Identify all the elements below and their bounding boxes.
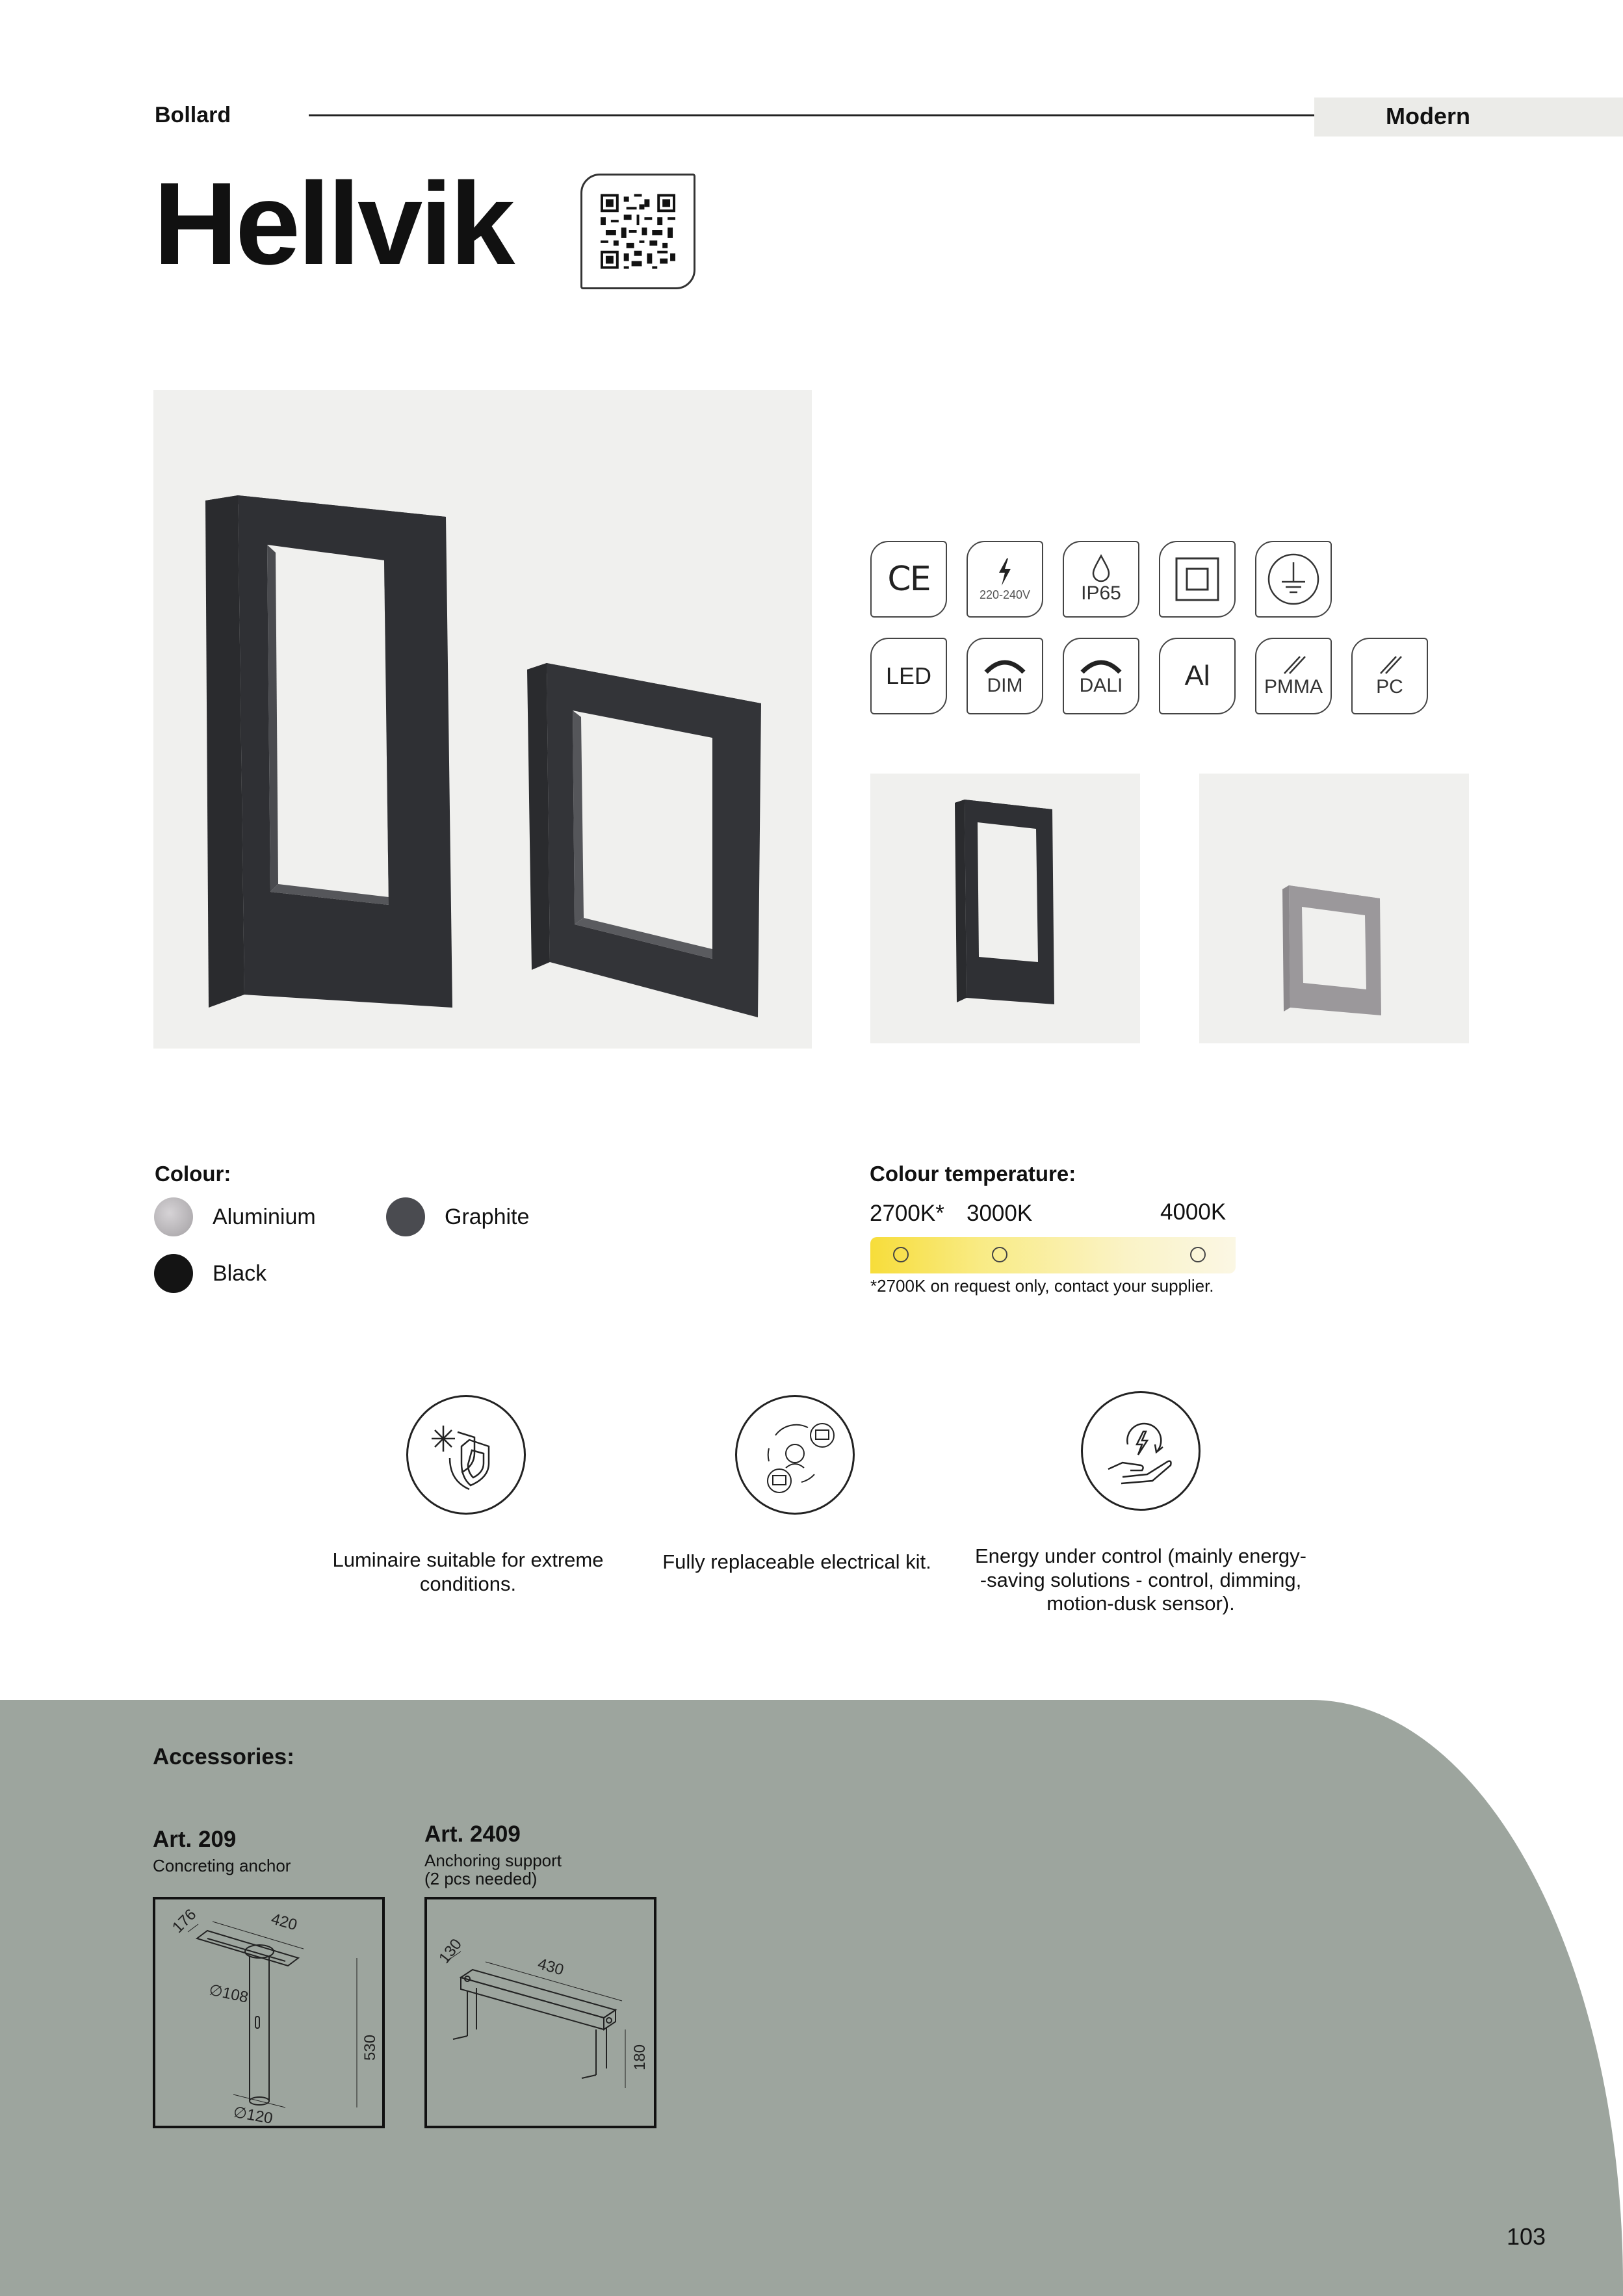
dim-420: 420 [269,1910,300,1935]
main-product-photo [153,390,812,1049]
ground-icon [1255,541,1332,618]
dim-108: ∅108 [207,1981,250,2007]
style-tag-label: Modern [1386,103,1470,129]
aluminium-icon: Al [1159,638,1236,714]
dim-130: 130 [435,1935,465,1967]
dali-icon: DALI [1063,638,1139,714]
dim-icon: DIM [967,638,1043,714]
accessory-1-title: Art. 209 [153,1827,237,1852]
temp-4000k-dot[interactable] [1190,1247,1206,1262]
header-divider [309,114,1314,116]
feature-energy-control: Energy under control (mainly energy- -saving solutions - control, dimming, motion-dusk sensor). [974,1545,1307,1615]
ce-mark-icon: CE [870,541,947,618]
accessory-2-desc-1: Anchoring support [424,1851,562,1870]
temp-3000k-dot[interactable] [992,1247,1007,1262]
accessory-2-desc-2: (2 pcs needed) [424,1869,538,1888]
replaceable-kit-icon [735,1395,855,1515]
aluminium-label: Aluminium [213,1205,316,1229]
qr-code-icon[interactable] [580,174,695,289]
extreme-conditions-icon [406,1395,526,1515]
temperature-note: *2700K on request only, contact your supplier. [870,1276,1214,1296]
feature-replaceable-kit: Fully replaceable electrical kit. [662,1550,931,1573]
page-number: 103 [1507,2223,1546,2250]
aluminium-variant-photo [1199,774,1469,1043]
voltage-icon: 220-240V [967,541,1043,618]
led-icon: LED [870,638,947,714]
graphite-swatch[interactable] [386,1197,425,1236]
accessories-heading: Accessories: [153,1744,294,1769]
temp-3000k: 3000K [967,1201,1033,1226]
dim-180: 180 [631,2044,649,2070]
temp-4000k: 4000K [1160,1199,1227,1225]
black-label: Black [213,1261,267,1286]
black-swatch[interactable] [154,1254,193,1293]
style-tag [1314,98,1623,137]
graphite-variant-photo [870,774,1140,1043]
dim-430: 430 [536,1955,566,1979]
energy-control-icon [1081,1391,1201,1511]
accessory-2-title: Art. 2409 [424,1821,521,1847]
colour-heading: Colour: [155,1162,231,1186]
dim-176: 176 [168,1905,200,1937]
temp-2700k: 2700K* [870,1201,944,1226]
pc-icon: PC [1351,638,1428,714]
temp-2700k-dot[interactable] [893,1247,909,1262]
accessory-1-drawing [153,1897,385,2128]
dim-120: ∅120 [231,2103,274,2126]
temperature-bar [870,1237,1236,1273]
accessory-2-drawing [424,1897,656,2128]
feature-extreme-conditions: Luminaire suitable for extreme conditions. [332,1548,604,1595]
accessory-1-desc: Concreting anchor [153,1856,291,1875]
colour-temperature-heading: Colour temperature: [870,1162,1076,1186]
product-title: Hellvik [153,159,513,289]
dim-530: 530 [361,2034,379,2061]
ip-rating-icon: IP65 [1063,541,1139,618]
category-label: Bollard [155,103,231,127]
aluminium-swatch[interactable] [154,1197,193,1236]
graphite-label: Graphite [445,1205,530,1229]
class-2-icon [1159,541,1236,618]
pmma-icon: PMMA [1255,638,1332,714]
